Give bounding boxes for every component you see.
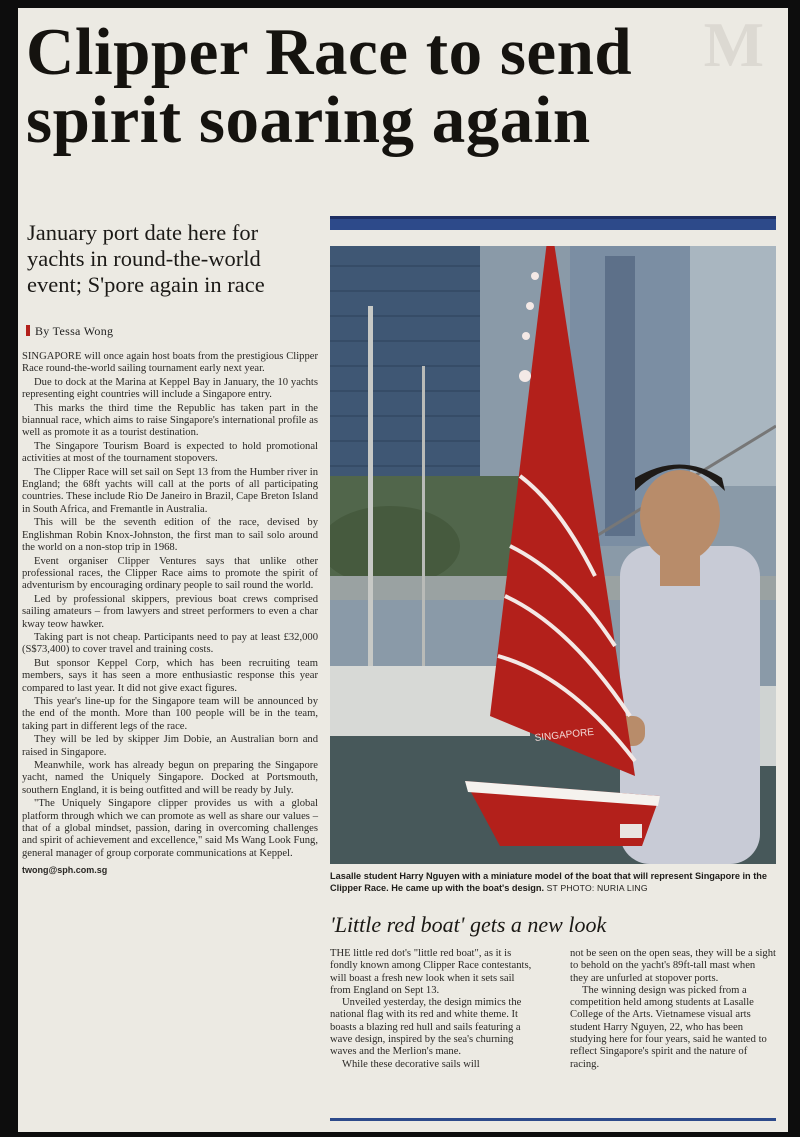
story-paragraph: This marks the third time the Republic has taken part in the biannual race, which aims to raise Singapore's international profile as well as promote it as a tourist destination. [22,402,318,439]
story-paragraph: The Clipper Race will set sail on Sept 13 from the Humber river in England; the 68ft yachts will call at the ports of all participating countries. These include Rio De Janeiro in Brazil, Cape Breton Island in South Africa, and Fremantle in Australia. [22,466,318,515]
bottom-rule [330,1118,776,1121]
sail-logo-text: SINGAPORE [534,726,595,744]
sidebar-paragraph: The winning design was picked from a competition held among students at Lasalle College of the Arts. Vietnamese visual arts student Harry Nguyen, 22, who has been studying here for four years, said he wanted to reflect Singapore's spirit and the nature of racing. [570,984,767,1070]
story-paragraph: They will be led by skipper Jim Dobie, an Australian born and raised in Singapore. [22,734,318,758]
story-paragraph: But sponsor Keppel Corp, which has been recruiting team members, says it has seen a more enthusiastic response this year compared to last year. It did not give exact figures. [22,657,318,694]
deck-line: yachts in round-the-world [27,246,261,271]
headline-line-2: spirit soaring again [26,83,591,157]
sidebar-title: 'Little red boat' gets a new look [330,912,607,937]
story-paragraph: Led by professional skippers, previous boat crews comprised sailing amateurs – from lawyers and street performers to even a char kway teow hawker. [22,593,318,630]
story-paragraph: The Singapore Tourism Board is expected to hold promotional activities at most of the tournament stopovers. [22,440,318,465]
headline [26,15,786,157]
photo-top-rule [330,216,776,230]
headline-line-1: Clipper Race to send [26,15,633,89]
sidebar-paragraph: While these decorative sails will [342,1058,480,1070]
sidebar-paragraph: Unveiled yesterday, the design mimics the national flag with its red and white theme. It boasts a blazing red hull and sails featuring a wave design, inspired by the sea's churning waves and the Merlion's mane. [330,997,522,1058]
story-paragraph: Due to dock at the Marina at Keppel Bay in January, the 10 yachts representing eight countries will include a Singapore entry. [22,376,318,401]
main-story [22,351,318,878]
byline [26,324,113,339]
story-paragraph: Meanwhile, work has already begun on preparing the Singapore yacht, named the Uniquely Singapore. Docked at Portsmouth, southern England, it is being outfitted and will be ready by July. [22,760,318,796]
bleed-through-text: M [703,9,768,80]
newspaper-clipping [18,8,788,1132]
caption-text: Lasalle student Harry Nguyen with a miniature model of the boat that will represent Singapore in the Clipper Race. He came up with the boat's design. [330,871,767,893]
photo-student-with-model-yacht [330,246,776,864]
photo-illustration [330,246,776,864]
story-paragraph: SINGAPORE will once again host boats from the prestigious Clipper Race round-the-world sailing tournament early next year. [22,351,318,375]
byline-marker [26,325,30,336]
story-paragraph: Event organiser Clipper Ventures says that unlike other professional races, the Clipper Race aims to promote the spirit of adventurism by encouraging ordinary people to sail round the world. [22,555,318,592]
story-paragraph: This will be the seventh edition of the race, devised by Englishman Robin Knox-Johnston, the first man to sail solo around the world on a non-stop trip in 1968. [22,517,318,554]
photo-caption [330,870,776,894]
author-email: twong@sph.com.sg [22,865,108,876]
sidebar-column-1 [330,948,536,1071]
sidebar-paragraph: not be seen on the open seas, they will be a sight to behold on the yacht's 89ft-tall mast when they are unfurled at stopover ports. [570,948,776,984]
story-paragraph: "The Uniquely Singapore clipper provides us with a global platform through which we can promote as well as share our values – that of a global mindset, passion, daring in overcoming challenges and spirit of achievement and excellence," said Ms Wang Look Fung, general manager of group corporate communications at Keppel. [22,798,318,859]
deck-line: January port date here for [27,220,259,245]
story-paragraph: This year's line-up for the Singapore team will be announced by the end of the month. More than 100 people will be in the team, taking part in different legs of the race. [22,695,318,732]
sidebar-column-2 [570,948,776,1071]
byline-author: By Tessa Wong [35,324,114,338]
story-paragraph: Taking part is not cheap. Participants need to pay at least £32,000 (S$73,400) to cover travel and training costs. [22,631,318,656]
sidebar-paragraph: THE little red dot's "little red boat", as it is fondly known among Clipper Race contestants, will boast a fresh new look when it sets sail from England on Sept 13. [330,948,532,996]
photo-credit: ST PHOTO: NURIA LING [546,883,648,893]
deck-line: event; S'pore again in race [27,272,265,297]
deck-subheadline [27,220,317,298]
